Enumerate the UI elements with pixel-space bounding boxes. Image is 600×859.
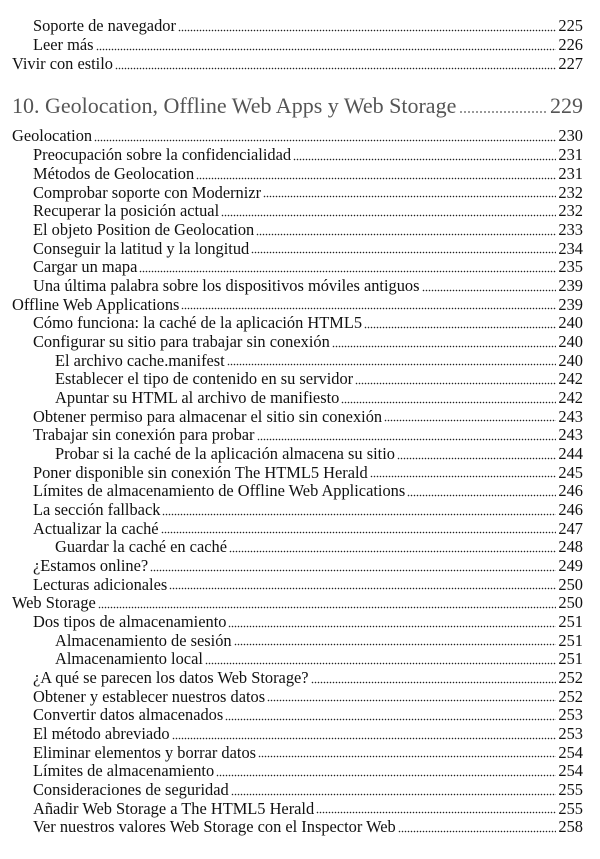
toc-entry-page: 249 xyxy=(558,555,583,575)
leader-dots xyxy=(422,288,557,292)
leader-dots xyxy=(407,493,556,497)
toc-entry-page: 258 xyxy=(558,817,583,837)
toc-entry-page: 227 xyxy=(558,53,583,73)
toc-entry-page: 231 xyxy=(558,145,583,165)
toc-entry[interactable] xyxy=(0,613,600,632)
leader-dots xyxy=(181,306,556,310)
toc-entry-page: 240 xyxy=(558,331,583,351)
leader-dots xyxy=(205,661,556,665)
toc-entry[interactable] xyxy=(0,389,600,408)
leader-dots xyxy=(316,810,556,814)
toc-entry-page: 251 xyxy=(558,649,583,669)
leader-dots xyxy=(96,47,557,51)
toc-entry-page: 252 xyxy=(558,686,583,706)
toc-entry-page: 240 xyxy=(558,350,583,370)
toc-entry-page: 235 xyxy=(558,257,583,277)
toc-entry-title: Probar si la caché de la aplicación almacena su sitio xyxy=(55,443,395,463)
toc-entry-page: 248 xyxy=(558,537,583,557)
leader-dots xyxy=(267,698,556,702)
toc-entry-title: Poner disponible sin conexión The HTML5 Herald xyxy=(33,462,368,482)
toc-entry[interactable] xyxy=(0,314,600,333)
toc-entry[interactable] xyxy=(0,146,600,165)
toc-entry-page: 247 xyxy=(558,518,583,538)
toc-entry[interactable] xyxy=(0,184,600,203)
toc-entry-page: 232 xyxy=(558,182,583,202)
toc-entry-title: La sección fallback xyxy=(33,499,161,519)
toc-entry[interactable] xyxy=(0,202,600,221)
leader-dots xyxy=(227,362,557,366)
toc-entry-title: Comprobar soporte con Modernizr xyxy=(33,182,262,202)
leader-dots xyxy=(293,157,556,161)
toc-entry-page: 226 xyxy=(558,35,583,55)
toc-entry-title: Lecturas adicionales xyxy=(33,574,168,594)
toc-entry[interactable] xyxy=(0,501,600,520)
leader-dots xyxy=(216,773,556,777)
toc-entry-page: 253 xyxy=(558,705,583,725)
toc-entry[interactable] xyxy=(0,370,600,389)
toc-entry[interactable] xyxy=(0,632,600,651)
toc-entry-page: 232 xyxy=(558,201,583,221)
toc-entry-title: Convertir datos almacenados xyxy=(33,705,224,725)
leader-dots xyxy=(384,418,556,422)
toc-entry-title: Conseguir la latitud y la longitud xyxy=(33,238,250,258)
leader-dots xyxy=(98,605,557,609)
toc-entry-title: Almacenamiento de sesión xyxy=(55,630,232,650)
toc-entry-title: Dos tipos de almacenamiento xyxy=(33,611,227,631)
toc-chapter-entries xyxy=(0,128,600,838)
toc-entry[interactable] xyxy=(0,426,600,445)
toc-entry-page: 246 xyxy=(558,499,583,519)
toc-entry-page: 250 xyxy=(558,574,583,594)
toc-entry[interactable] xyxy=(0,464,600,483)
leader-dots xyxy=(94,138,556,142)
leader-dots xyxy=(162,512,556,516)
chapter-page: 229 xyxy=(550,93,583,118)
toc-entry-title: Consideraciones de seguridad xyxy=(33,780,229,799)
toc-entry-page: 245 xyxy=(558,462,583,482)
toc-entry-title: Obtener y establecer nuestros datos xyxy=(33,686,266,706)
leader-dots xyxy=(311,680,557,684)
leader-dots xyxy=(169,586,556,590)
chapter-title: 10. Geolocation, Offline Web Apps y Web Storage xyxy=(12,93,457,118)
toc-entry[interactable] xyxy=(0,165,600,184)
toc-entry-page: 255 xyxy=(558,780,583,799)
leader-dots xyxy=(257,437,557,441)
leader-dots xyxy=(115,66,556,70)
toc-entry-title: Apuntar su HTML al archivo de manifiesto xyxy=(55,387,340,407)
toc-entry-title: Configurar su sitio para trabajar sin conexión xyxy=(33,331,330,351)
toc-entry-title: Actualizar la caché xyxy=(33,518,159,538)
toc-entry-title: Almacenamiento local xyxy=(55,649,203,669)
leader-dots xyxy=(231,792,557,796)
leader-dots xyxy=(263,194,556,198)
toc-entry-title: Web Storage xyxy=(12,593,96,613)
toc-entry[interactable] xyxy=(0,557,600,576)
toc-entry-title: Límites de almacenamiento de Offline Web Applications xyxy=(33,481,406,501)
leader-dots xyxy=(178,28,556,32)
toc-entry-title: Una última palabra sobre los dispositivos móviles antiguos xyxy=(33,275,420,295)
toc-entry-title: Recuperar la posición actual xyxy=(33,201,220,221)
toc-entry-page: 252 xyxy=(558,667,583,687)
toc-entry-title: Geolocation xyxy=(12,126,93,146)
leader-dots xyxy=(397,456,556,460)
toc-entry-page: 246 xyxy=(558,481,583,501)
toc-entry[interactable] xyxy=(0,18,600,37)
toc-entry[interactable] xyxy=(0,221,600,240)
toc-entry[interactable] xyxy=(0,36,600,55)
toc-entry-page: 242 xyxy=(558,369,583,389)
leader-dots xyxy=(370,474,557,478)
toc-entry[interactable] xyxy=(0,296,600,315)
leader-dots xyxy=(234,642,557,646)
toc-entry[interactable] xyxy=(0,800,600,819)
toc-entry-title: El archivo cache.manifest xyxy=(55,350,225,370)
leader-dots xyxy=(172,736,557,740)
leader-dots xyxy=(258,754,556,758)
toc-entry-page: 243 xyxy=(558,425,583,445)
leader-dots xyxy=(150,568,556,572)
toc-entry-title: Establecer el tipo de contenido en su servidor xyxy=(55,369,354,389)
toc-entry-page: 255 xyxy=(558,798,583,818)
toc-entry-title: Guardar la caché en caché xyxy=(55,537,227,557)
toc-entry[interactable] xyxy=(0,725,600,744)
toc-entry[interactable] xyxy=(0,594,600,613)
toc-entry[interactable] xyxy=(0,650,600,669)
toc-entry-title: Métodos de Geolocation xyxy=(33,163,195,183)
leader-dots xyxy=(161,530,557,534)
toc-entry-title: El objeto Position de Geolocation xyxy=(33,219,255,239)
toc-entry-title: Cómo funciona: la caché de la aplicación HTML5 xyxy=(33,313,363,333)
toc-entry[interactable] xyxy=(0,482,600,501)
toc-entry[interactable] xyxy=(0,333,600,352)
toc-entry[interactable] xyxy=(0,277,600,296)
toc-entry[interactable] xyxy=(0,688,600,707)
leader-dots xyxy=(196,176,556,180)
toc-entry-page: 244 xyxy=(558,443,583,463)
toc-entry-title: Vivir con estilo xyxy=(12,53,113,73)
toc-entry-page: 254 xyxy=(558,761,583,781)
leader-dots xyxy=(341,400,556,404)
leader-dots xyxy=(355,381,556,385)
toc-entry[interactable] xyxy=(0,762,600,781)
toc-entry-title: Trabajar sin conexión para probar xyxy=(33,425,255,445)
toc-entry-page: 243 xyxy=(558,406,583,426)
toc-entry[interactable] xyxy=(0,240,600,259)
toc-entry[interactable] xyxy=(0,55,600,74)
toc-entry-title: Añadir Web Storage a The HTML5 Herald xyxy=(33,798,315,818)
toc-entry[interactable] xyxy=(0,744,600,763)
toc-entry-page: 251 xyxy=(558,611,583,631)
toc-entry-title: El método abreviado xyxy=(33,723,170,743)
toc-entry-page: 250 xyxy=(558,593,583,613)
leader-dots xyxy=(398,829,557,833)
toc-entry[interactable] xyxy=(0,128,600,147)
toc-entry-page: 234 xyxy=(558,238,583,258)
toc-entry-title: Preocupación sobre la confidencialidad xyxy=(33,145,292,165)
toc-entry-page: 233 xyxy=(558,219,583,239)
leader-dots xyxy=(225,717,556,721)
toc-entry[interactable] xyxy=(0,818,600,837)
toc-entry-title: Soporte de navegador xyxy=(33,16,176,36)
toc-entry-page: 230 xyxy=(558,126,583,146)
toc-entry[interactable] xyxy=(0,445,600,464)
toc-entry-page: 231 xyxy=(558,163,583,183)
toc-entry-title: Límites de almacenamiento xyxy=(33,761,215,781)
leader-dots xyxy=(459,110,547,114)
toc-previous-entries xyxy=(0,18,600,74)
leader-dots xyxy=(251,250,556,254)
toc-entry[interactable] xyxy=(0,538,600,557)
chapter-heading[interactable] xyxy=(12,92,583,120)
toc-entry-page: 242 xyxy=(558,387,583,407)
toc-entry-title: Offline Web Applications xyxy=(12,294,180,314)
toc-entry-page: 239 xyxy=(558,275,583,295)
toc-entry[interactable] xyxy=(0,669,600,688)
leader-dots xyxy=(229,549,556,553)
leader-dots xyxy=(364,325,556,329)
toc-entry[interactable] xyxy=(0,352,600,371)
toc-entry-title: Ver nuestros valores Web Storage con el Inspector Web xyxy=(33,817,396,837)
toc-entry[interactable] xyxy=(0,258,600,277)
toc-entry-page: 240 xyxy=(558,313,583,333)
toc-entry[interactable] xyxy=(0,781,600,800)
toc-entry-title: ¿A qué se parecen los datos Web Storage? xyxy=(33,667,309,687)
leader-dots xyxy=(221,213,556,217)
toc-entry[interactable] xyxy=(0,706,600,725)
toc-entry-page: 225 xyxy=(558,16,583,36)
leader-dots xyxy=(139,269,556,273)
toc-entry-page: 251 xyxy=(558,630,583,650)
toc-entry-page: 239 xyxy=(558,294,583,314)
toc-entry-title: Cargar un mapa xyxy=(33,257,138,277)
toc-entry-title: Obtener permiso para almacenar el sitio sin conexión xyxy=(33,406,383,426)
leader-dots xyxy=(332,344,557,348)
toc-entry[interactable] xyxy=(0,576,600,595)
leader-dots xyxy=(228,624,556,628)
toc-entry-title: Leer más xyxy=(33,35,94,55)
toc-entry-title: Eliminar elementos y borrar datos xyxy=(33,742,257,762)
leader-dots xyxy=(256,232,556,236)
toc-entry-page: 254 xyxy=(558,742,583,762)
toc-entry[interactable] xyxy=(0,408,600,427)
toc-entry-title: ¿Estamos online? xyxy=(33,555,149,575)
toc-entry[interactable] xyxy=(0,520,600,539)
toc-entry-page: 253 xyxy=(558,723,583,743)
